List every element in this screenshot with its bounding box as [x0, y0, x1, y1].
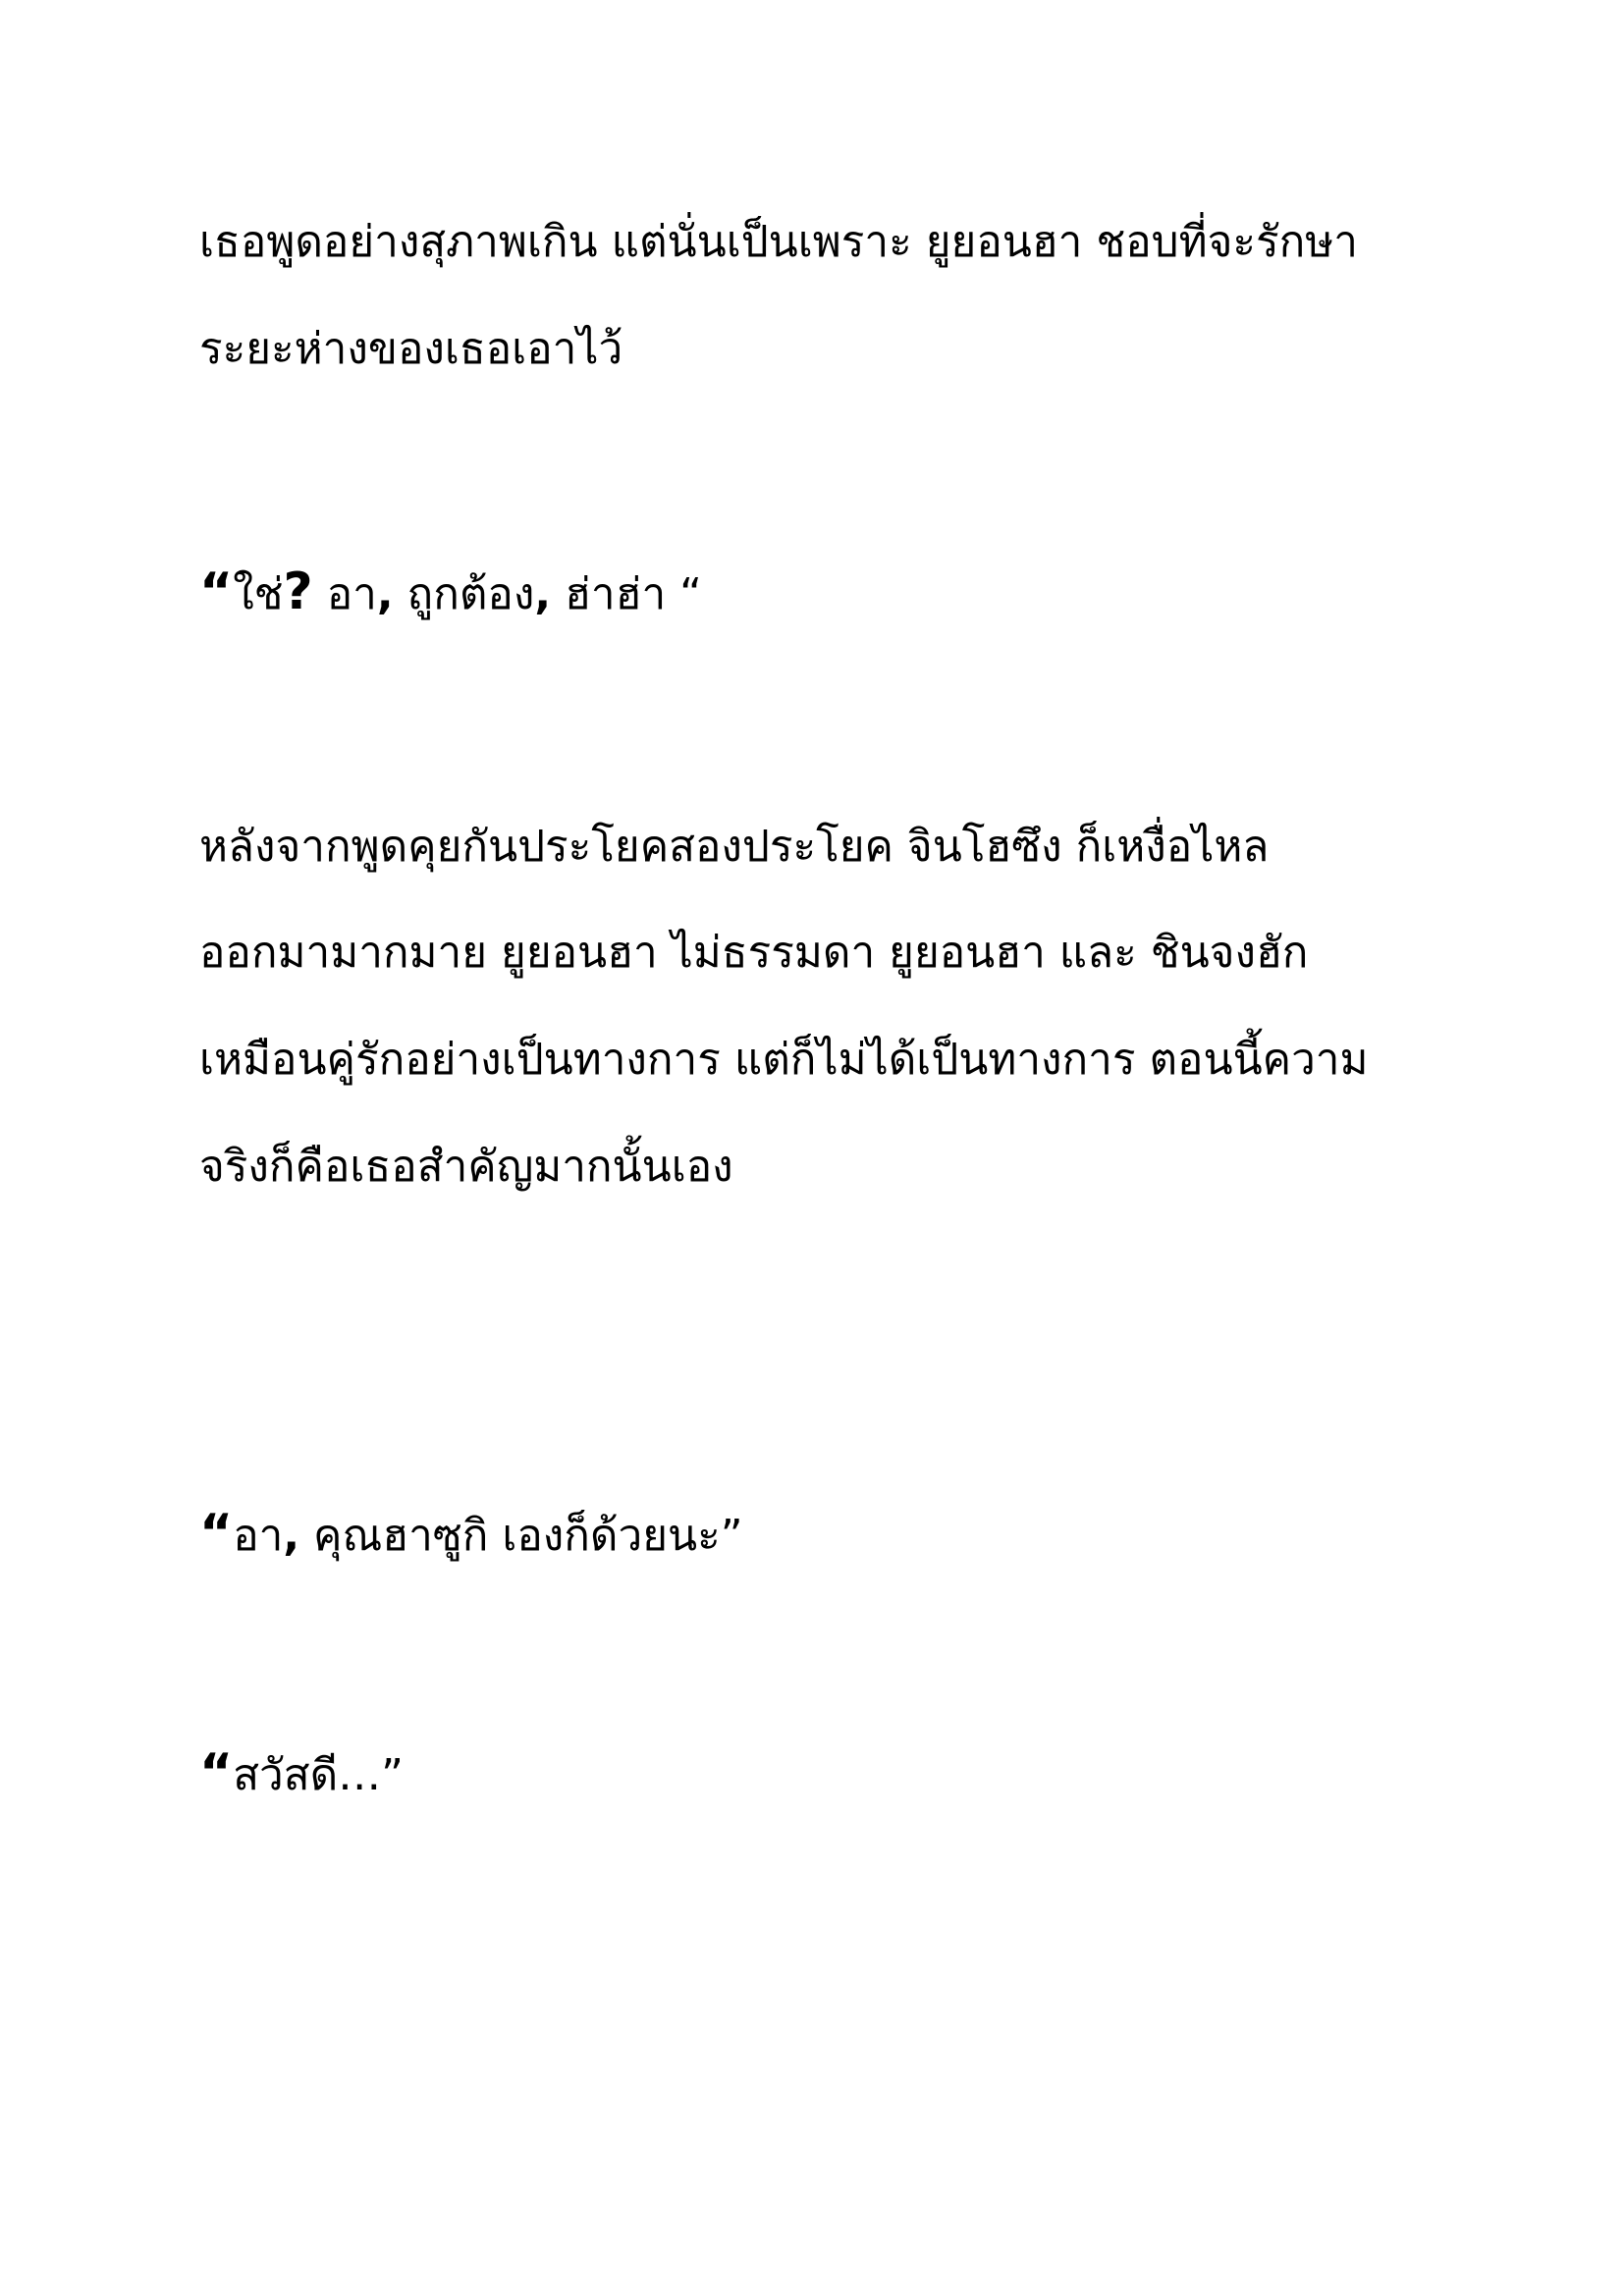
paragraph-1-line-1: เธอพูดอย่างสุภาพเกิน แต่นั่นเป็นเพราะ ยูยอนฮา ชอบที่จะรักษา	[199, 217, 1358, 267]
dialogue-3-text-a: สวัสดี…”	[233, 1750, 404, 1800]
comma: ,	[376, 569, 394, 619]
open-quote: “	[199, 1504, 234, 1563]
dialogue-2-text-b: คุณฮาซูกิ เองก็ด้วยนะ”	[299, 1511, 743, 1561]
dialogue-1-text-d: ฮ่าฮ่า “	[551, 569, 702, 619]
paragraph-2-line-4: จริงก็คือเธอสำคัญมากนั้นเอง	[199, 1142, 733, 1192]
paragraph-2-line-3: เหมือนคู่รักอย่างเป็นทางการ แต่ก็ไม่ได้เป็นทางการ ตอนนี้ความ	[199, 1035, 1369, 1085]
comma: ,	[534, 569, 552, 619]
comma: ,	[283, 1511, 300, 1561]
paragraph-2-line-1: หลังจากพูดคุยกันประโยคสองประโยค จินโฮซึง ก็เหงื่อไหล	[199, 822, 1270, 872]
dialogue-1-text-a: ใช่	[233, 569, 284, 619]
open-quote: “	[199, 1743, 234, 1802]
dialogue-1-text-b: อา	[312, 569, 377, 619]
question-mark: ?	[283, 562, 313, 621]
paragraph-1-line-2: ระยะห่างของเธอเอาไว้	[199, 324, 623, 374]
paragraph-2-line-2: ออกมามากมาย ยูยอนฮา ไม่ธรรมดา ยูยอนฮา และ ชินจงฮัก	[199, 928, 1309, 978]
dialogue-2-text-a: อา	[233, 1511, 284, 1561]
open-quote: “	[199, 562, 234, 621]
dialogue-3	[199, 1743, 404, 1805]
dialogue-2	[199, 1504, 743, 1566]
dialogue-1-text-c: ถูกต้อง	[393, 569, 535, 619]
dialogue-1	[199, 562, 702, 624]
